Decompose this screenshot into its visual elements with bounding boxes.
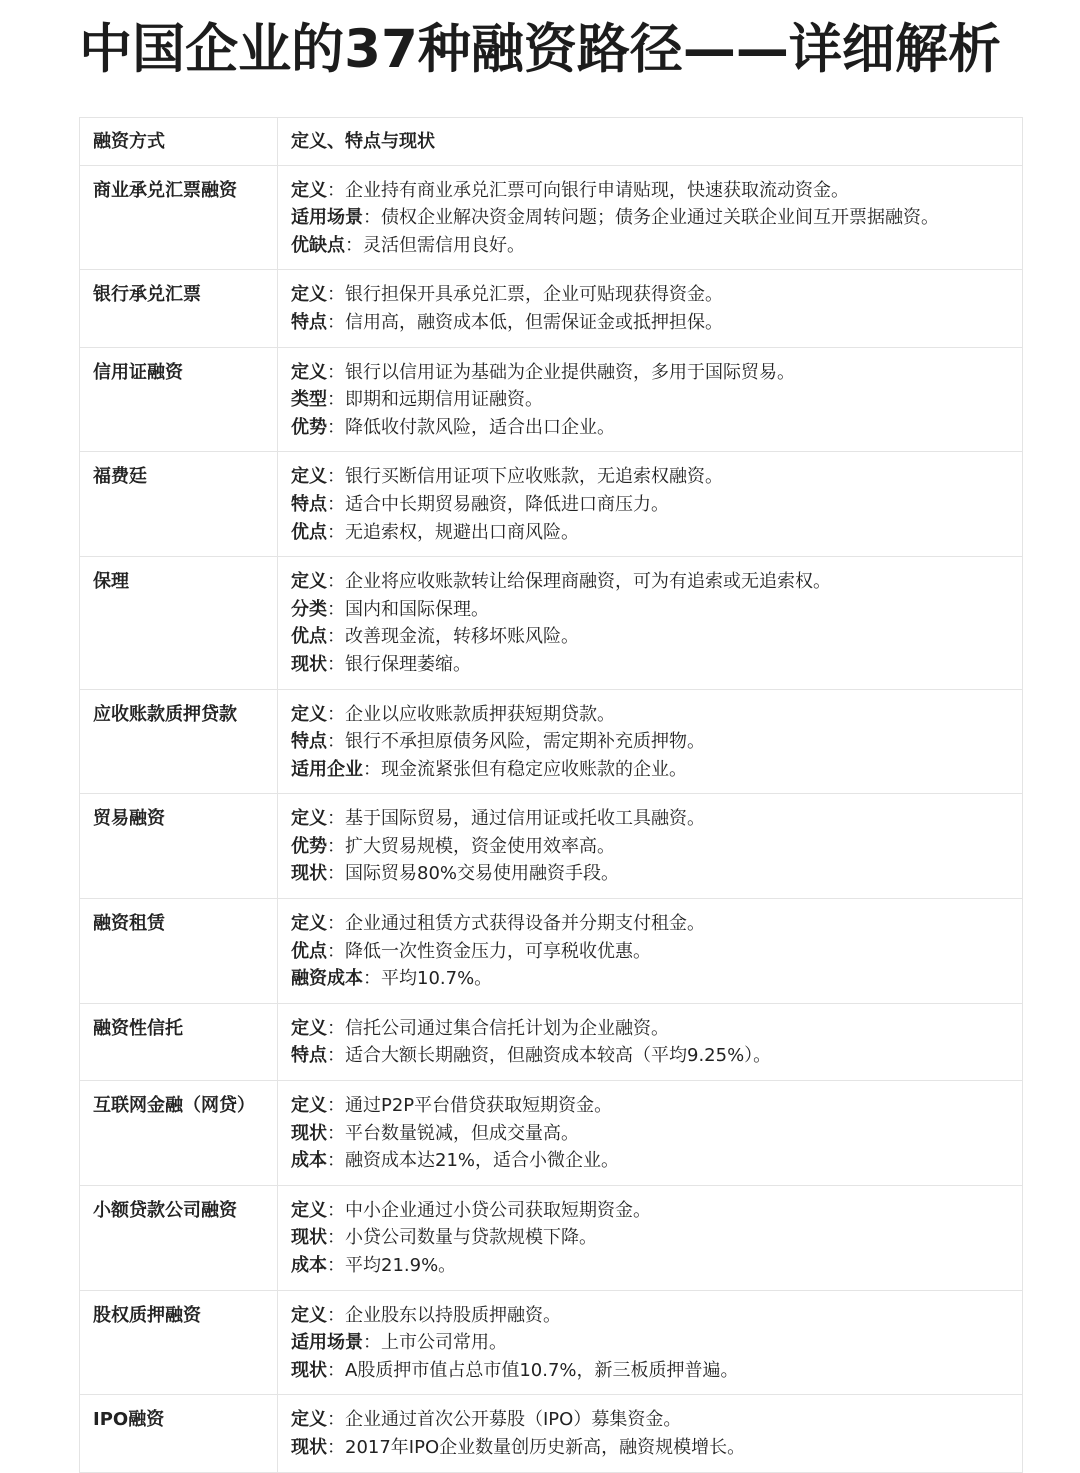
description-line [291,965,1009,993]
description-value: 国内和国际保理。 [345,598,489,620]
description-key: 定义 [291,466,327,488]
description-line [291,623,1009,651]
key-colon: ： [327,731,345,753]
financing-description [278,1185,1023,1290]
financing-method-name: 融资性信托 [80,1003,278,1080]
description-value: 中小企业通过小贷公司获取短期资金。 [345,1199,651,1221]
header-method: 融资方式 [80,118,278,166]
key-colon: ： [327,571,345,593]
description-value: 银行买断信用证项下应收账款，无追索权融资。 [345,466,723,488]
description-key: 定义 [291,571,327,593]
key-colon: ： [363,968,381,990]
description-line [291,805,1009,833]
key-colon: ： [363,758,381,780]
financing-method-name: 贸易融资 [80,794,278,899]
financing-description [278,1395,1023,1472]
description-line [291,1224,1009,1252]
description-value: 改善现金流，转移坏账风险。 [345,626,579,648]
key-colon: ： [327,1359,345,1381]
key-colon: ： [327,466,345,488]
financing-description [278,899,1023,1004]
description-line [291,1042,1009,1070]
key-colon: ： [327,179,345,201]
description-key: 特点 [291,311,327,333]
table-row [80,1081,1023,1186]
financing-method-name: IPO融资 [80,1395,278,1472]
description-key: 适用场景 [291,207,363,229]
description-key: 定义 [291,913,327,935]
key-colon: ： [327,913,345,935]
description-value: 企业持有商业承兑汇票可向银行申请贴现，快速获取流动资金。 [345,179,849,201]
description-value: 国际贸易80%交易使用融资手段。 [345,863,620,885]
key-colon: ： [327,311,345,333]
financing-table [79,117,1023,1473]
description-key: 特点 [291,1045,327,1067]
description-value: 银行以信用证为基础为企业提供融资，多用于国际贸易。 [345,361,795,383]
financing-method-name: 应收账款质押贷款 [80,689,278,794]
description-line [291,386,1009,414]
description-key: 定义 [291,808,327,830]
description-key: 优缺点 [291,234,345,256]
table-row [80,165,1023,270]
description-key: 适用企业 [291,758,363,780]
key-colon: ： [327,703,345,725]
financing-description [278,794,1023,899]
description-key: 定义 [291,1409,327,1431]
financing-description [278,270,1023,347]
description-value: 平台数量锐减，但成交量高。 [345,1122,579,1144]
table-header-row [80,118,1023,166]
description-key: 优点 [291,626,327,648]
description-key: 定义 [291,1304,327,1326]
key-colon: ： [363,1332,381,1354]
description-key: 定义 [291,703,327,725]
description-key: 现状 [291,863,327,885]
key-colon: ： [327,808,345,830]
financing-method-name: 福费廷 [80,452,278,557]
description-value: 债权企业解决资金周转问题；债务企业通过关联企业间互开票据融资。 [381,207,939,229]
description-value: A股质押市值占总市值10.7%，新三板质押普遍。 [345,1359,739,1381]
key-colon: ： [363,207,381,229]
description-line [291,359,1009,387]
key-colon: ： [327,1227,345,1249]
description-value: 降低收付款风险，适合出口企业。 [345,416,615,438]
description-value: 信用高，融资成本低，但需保证金或抵押担保。 [345,311,723,333]
description-key: 定义 [291,179,327,201]
description-line [291,309,1009,337]
description-line [291,414,1009,442]
description-line [291,1120,1009,1148]
description-line [291,651,1009,679]
financing-description [278,557,1023,689]
description-line [291,701,1009,729]
key-colon: ： [327,1409,345,1431]
financing-description [278,347,1023,452]
financing-method-name: 融资租赁 [80,899,278,1004]
financing-description [278,1081,1023,1186]
key-colon: ： [345,234,363,256]
key-colon: ： [327,284,345,306]
description-line [291,1252,1009,1280]
description-key: 定义 [291,1199,327,1221]
key-colon: ： [327,653,345,675]
description-line [291,1406,1009,1434]
description-line [291,1357,1009,1385]
description-value: 银行不承担原债务风险，需定期补充质押物。 [345,731,705,753]
description-value: 扩大贸易规模，资金使用效率高。 [345,835,615,857]
description-key: 融资成本 [291,968,363,990]
description-key: 成本 [291,1255,327,1276]
key-colon: ： [327,416,345,438]
description-line [291,491,1009,519]
header-description: 定义、特点与现状 [278,118,1023,166]
description-line [291,756,1009,784]
description-value: 企业以应收账款质押获短期贷款。 [345,703,615,725]
description-key: 优势 [291,416,327,438]
description-key: 适用场景 [291,1332,363,1354]
description-key: 优点 [291,521,327,543]
description-key: 现状 [291,1359,327,1381]
description-value: 银行担保开具承兑汇票，企业可贴现获得资金。 [345,284,723,306]
description-key: 优势 [291,835,327,857]
description-key: 类型 [291,389,327,411]
description-line [291,938,1009,966]
description-value: 无追索权，规避出口商风险。 [345,521,579,543]
key-colon: ： [327,389,345,411]
description-line [291,1092,1009,1120]
financing-method-name: 互联网金融（网贷） [80,1081,278,1186]
description-key: 定义 [291,361,327,383]
description-line [291,568,1009,596]
description-value: 现金流紧张但有稳定应收账款的企业。 [381,758,687,780]
description-key: 现状 [291,1436,327,1458]
description-line [291,728,1009,756]
financing-method-name: 股权质押融资 [80,1290,278,1395]
description-value: 基于国际贸易，通过信用证或托收工具融资。 [345,808,705,830]
description-value: 适合中长期贸易融资，降低进口商压力。 [345,493,669,515]
financing-method-name: 信用证融资 [80,347,278,452]
description-value: 企业股东以持股质押融资。 [345,1304,561,1326]
table-row [80,452,1023,557]
description-key: 定义 [291,284,327,306]
key-colon: ： [327,1017,345,1039]
page-title: 中国企业的37种融资路径——详细解析 [79,19,1001,80]
description-line [291,596,1009,624]
key-colon: ： [327,361,345,383]
description-value: 降低一次性资金压力，可享税收优惠。 [345,940,651,962]
description-line [291,232,1009,260]
description-line [291,1015,1009,1043]
key-colon: ： [327,835,345,857]
description-value: 平均10.7%。 [381,968,493,990]
description-value: 银行保理萎缩。 [345,653,471,675]
description-value: 企业通过租赁方式获得设备并分期支付租金。 [345,913,705,935]
description-line [291,204,1009,232]
financing-method-name: 保理 [80,557,278,689]
description-line [291,281,1009,309]
table-row [80,689,1023,794]
description-value: 平均21.9%。 [345,1255,457,1276]
description-line [291,860,1009,888]
financing-description [278,689,1023,794]
key-colon: ： [327,863,345,885]
description-key: 现状 [291,1227,327,1249]
description-value: 融资成本达21%，适合小微企业。 [345,1150,620,1172]
description-line [291,1329,1009,1357]
description-line [291,833,1009,861]
key-colon: ： [327,1436,345,1458]
table-row [80,899,1023,1004]
table-row [80,1290,1023,1395]
key-colon: ： [327,1304,345,1326]
description-key: 定义 [291,1017,327,1039]
description-key: 分类 [291,598,327,620]
table-row [80,347,1023,452]
table-row [80,1395,1023,1472]
description-value: 灵活但需信用良好。 [363,234,525,256]
description-value: 2017年IPO企业数量创历史新高，融资规模增长。 [345,1436,746,1458]
key-colon: ： [327,626,345,648]
key-colon: ： [327,940,345,962]
table-row [80,557,1023,689]
description-line [291,1434,1009,1462]
key-colon: ： [327,1199,345,1221]
table-row [80,794,1023,899]
description-key: 现状 [291,1122,327,1144]
description-value: 上市公司常用。 [381,1332,507,1354]
description-key: 特点 [291,731,327,753]
financing-method-name: 小额贷款公司融资 [80,1185,278,1290]
description-value: 企业通过首次公开募股（IPO）募集资金。 [345,1409,682,1431]
key-colon: ： [327,521,345,543]
description-line [291,463,1009,491]
financing-description [278,452,1023,557]
description-line [291,1147,1009,1175]
key-colon: ： [327,598,345,620]
financing-method-name: 商业承兑汇票融资 [80,165,278,270]
financing-description [278,1290,1023,1395]
description-line [291,177,1009,205]
description-value: 通过P2P平台借贷获取短期资金。 [345,1095,613,1117]
table-row [80,1185,1023,1290]
table-row [80,270,1023,347]
description-line [291,519,1009,547]
description-key: 成本 [291,1150,327,1172]
description-value: 即期和远期信用证融资。 [345,389,543,411]
table-row [80,1003,1023,1080]
key-colon: ： [327,1122,345,1144]
description-key: 定义 [291,1095,327,1117]
key-colon: ： [327,1095,345,1117]
key-colon: ： [327,1045,345,1067]
description-key: 现状 [291,653,327,675]
financing-method-name: 银行承兑汇票 [80,270,278,347]
description-line [291,910,1009,938]
key-colon: ： [327,493,345,515]
description-key: 优点 [291,940,327,962]
description-key: 特点 [291,493,327,515]
description-line [291,1302,1009,1330]
description-value: 信托公司通过集合信托计划为企业融资。 [345,1017,669,1039]
description-value: 企业将应收账款转让给保理商融资，可为有追索或无追索权。 [345,571,831,593]
financing-description [278,1003,1023,1080]
key-colon: ： [327,1150,345,1172]
description-line [291,1197,1009,1225]
financing-description [278,165,1023,270]
description-value: 小贷公司数量与贷款规模下降。 [345,1227,597,1249]
description-value: 适合大额长期融资，但融资成本较高（平均9.25%）。 [345,1045,772,1067]
key-colon: ： [327,1255,345,1276]
